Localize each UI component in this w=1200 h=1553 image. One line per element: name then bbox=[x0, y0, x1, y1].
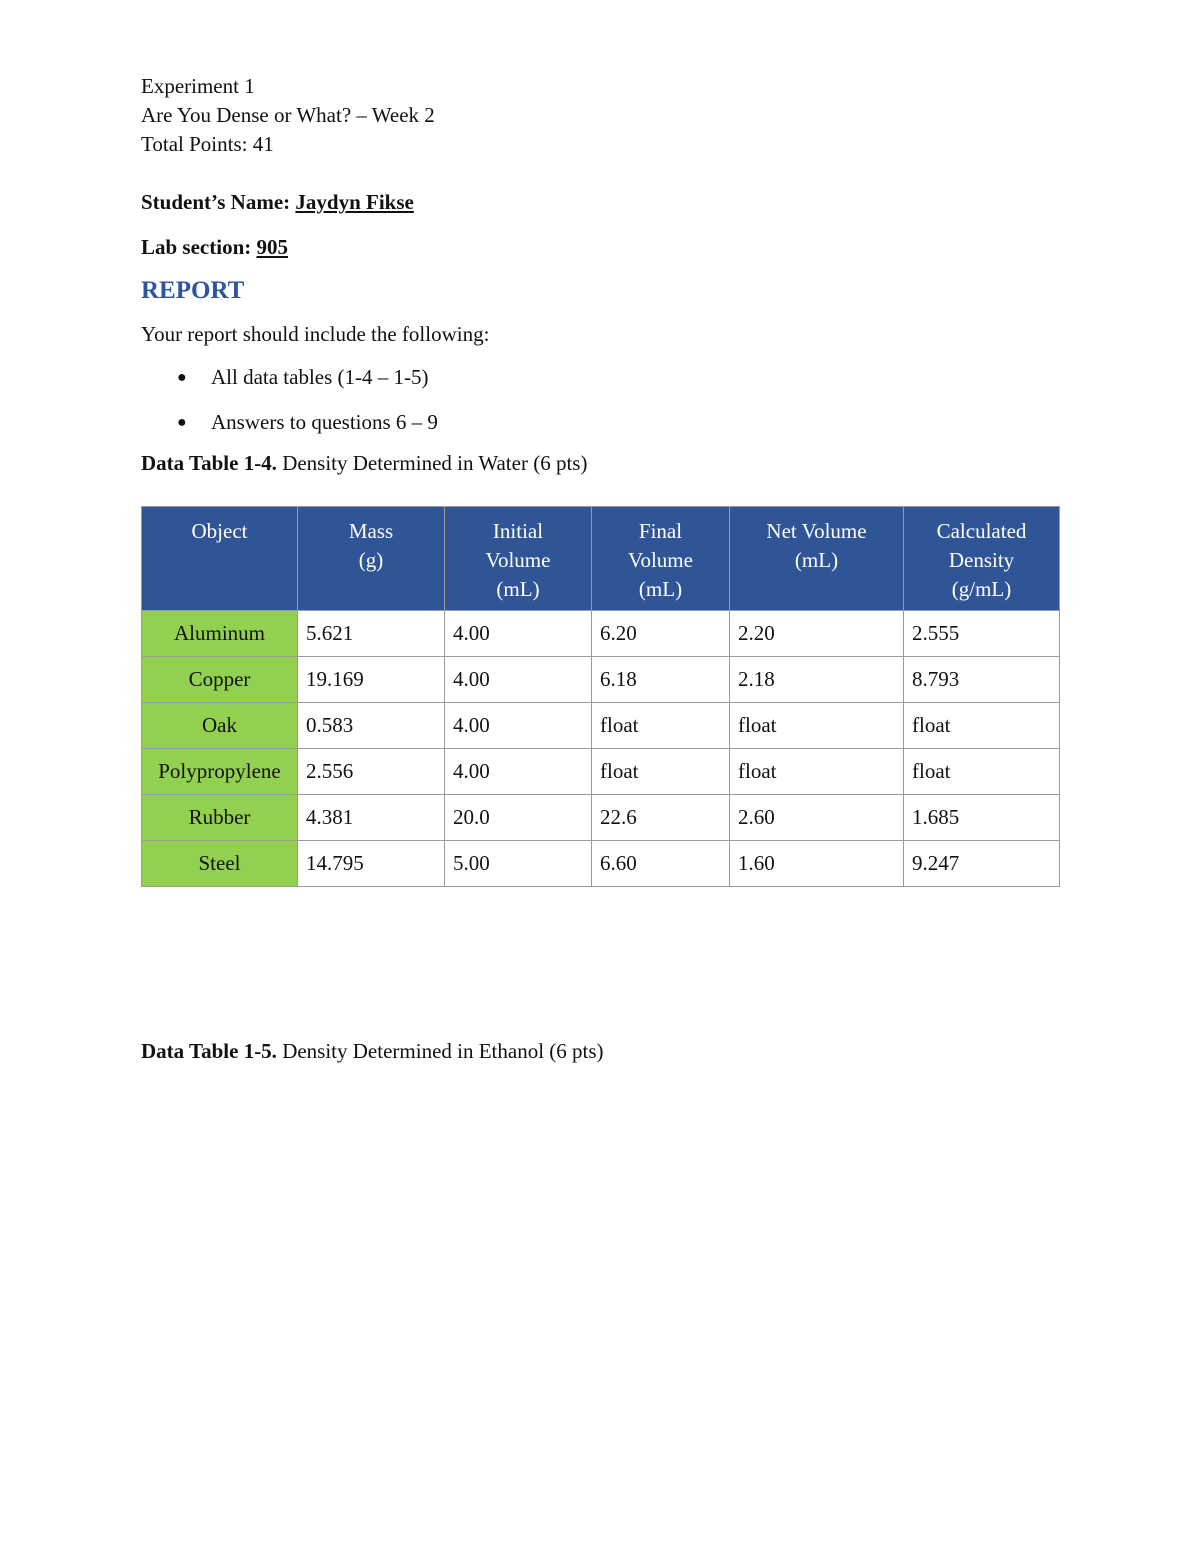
header-density: Calculated Density (g/mL) bbox=[904, 507, 1060, 611]
student-name-label: Student’s Name: bbox=[141, 190, 291, 214]
student-name-value: Jaydyn Fikse bbox=[295, 190, 414, 214]
table-row bbox=[142, 611, 1060, 657]
header-object: Object bbox=[142, 507, 298, 611]
header-final-volume: Final Volume (mL) bbox=[592, 507, 730, 611]
table-cell: 20.0 bbox=[445, 795, 592, 841]
table-cell: 2.556 bbox=[298, 749, 445, 795]
table-cell: 6.18 bbox=[592, 657, 730, 703]
table-cell: float bbox=[904, 703, 1060, 749]
student-name-field bbox=[141, 188, 1061, 217]
table-row bbox=[142, 841, 1060, 887]
experiment-title: Experiment 1 bbox=[141, 74, 255, 98]
experiment-subtitle: Are You Dense or What? – Week 2 bbox=[141, 103, 435, 127]
table-cell: 4.00 bbox=[445, 749, 592, 795]
table-cell: 6.20 bbox=[592, 611, 730, 657]
table-cell: 5.621 bbox=[298, 611, 445, 657]
header-initial-volume: Initial Volume (mL) bbox=[445, 507, 592, 611]
table-cell: float bbox=[592, 749, 730, 795]
table-row bbox=[142, 703, 1060, 749]
table-cell: 2.60 bbox=[730, 795, 904, 841]
table-cell: float bbox=[730, 749, 904, 795]
header-mass: Mass (g) bbox=[298, 507, 445, 611]
lab-section-field bbox=[141, 233, 1061, 262]
table-cell: 19.169 bbox=[298, 657, 445, 703]
list-item: ● All data tables (1-4 – 1-5) bbox=[141, 363, 1061, 392]
bullet-icon: ● bbox=[177, 414, 187, 431]
table-cell: 2.555 bbox=[904, 611, 1060, 657]
bullet-icon: ● bbox=[177, 369, 187, 386]
table-cell: 5.00 bbox=[445, 841, 592, 887]
table-cell: 1.60 bbox=[730, 841, 904, 887]
report-heading: REPORT bbox=[141, 277, 245, 304]
table-cell: 1.685 bbox=[904, 795, 1060, 841]
table-row bbox=[142, 749, 1060, 795]
report-bullet-list bbox=[141, 363, 1061, 437]
report-intro: Your report should include the following: bbox=[141, 322, 490, 346]
table-cell: 6.60 bbox=[592, 841, 730, 887]
object-cell: Rubber bbox=[142, 795, 298, 841]
table-cell: 2.20 bbox=[730, 611, 904, 657]
object-cell: Oak bbox=[142, 703, 298, 749]
table-cell: 14.795 bbox=[298, 841, 445, 887]
list-item: ● Answers to questions 6 – 9 bbox=[141, 408, 1061, 437]
table-cell: 8.793 bbox=[904, 657, 1060, 703]
total-points: Total Points: 41 bbox=[141, 132, 274, 156]
density-water-table bbox=[141, 506, 1060, 887]
table-cell: 4.00 bbox=[445, 657, 592, 703]
table-cell: 0.583 bbox=[298, 703, 445, 749]
lab-section-label: Lab section: bbox=[141, 235, 252, 259]
table-cell: float bbox=[730, 703, 904, 749]
table-cell: 4.00 bbox=[445, 703, 592, 749]
table-header-row bbox=[142, 507, 1060, 611]
table-row bbox=[142, 657, 1060, 703]
table1-caption: Data Table 1-4. Density Determined in Water (6 pts) bbox=[141, 451, 588, 475]
table-cell: float bbox=[904, 749, 1060, 795]
header-net-volume: Net Volume (mL) bbox=[730, 507, 904, 611]
object-cell: Aluminum bbox=[142, 611, 298, 657]
table-cell: 2.18 bbox=[730, 657, 904, 703]
table-row bbox=[142, 795, 1060, 841]
table-cell: 9.247 bbox=[904, 841, 1060, 887]
object-cell: Copper bbox=[142, 657, 298, 703]
table-cell: 22.6 bbox=[592, 795, 730, 841]
lab-section-value: 905 bbox=[256, 235, 288, 259]
object-cell: Steel bbox=[142, 841, 298, 887]
table-cell: float bbox=[592, 703, 730, 749]
object-cell: Polypropylene bbox=[142, 749, 298, 795]
table-cell: 4.381 bbox=[298, 795, 445, 841]
table-cell: 4.00 bbox=[445, 611, 592, 657]
document-page bbox=[141, 72, 1061, 478]
table2-caption: Data Table 1-5. Density Determined in Ethanol (6 pts) bbox=[141, 1039, 604, 1063]
